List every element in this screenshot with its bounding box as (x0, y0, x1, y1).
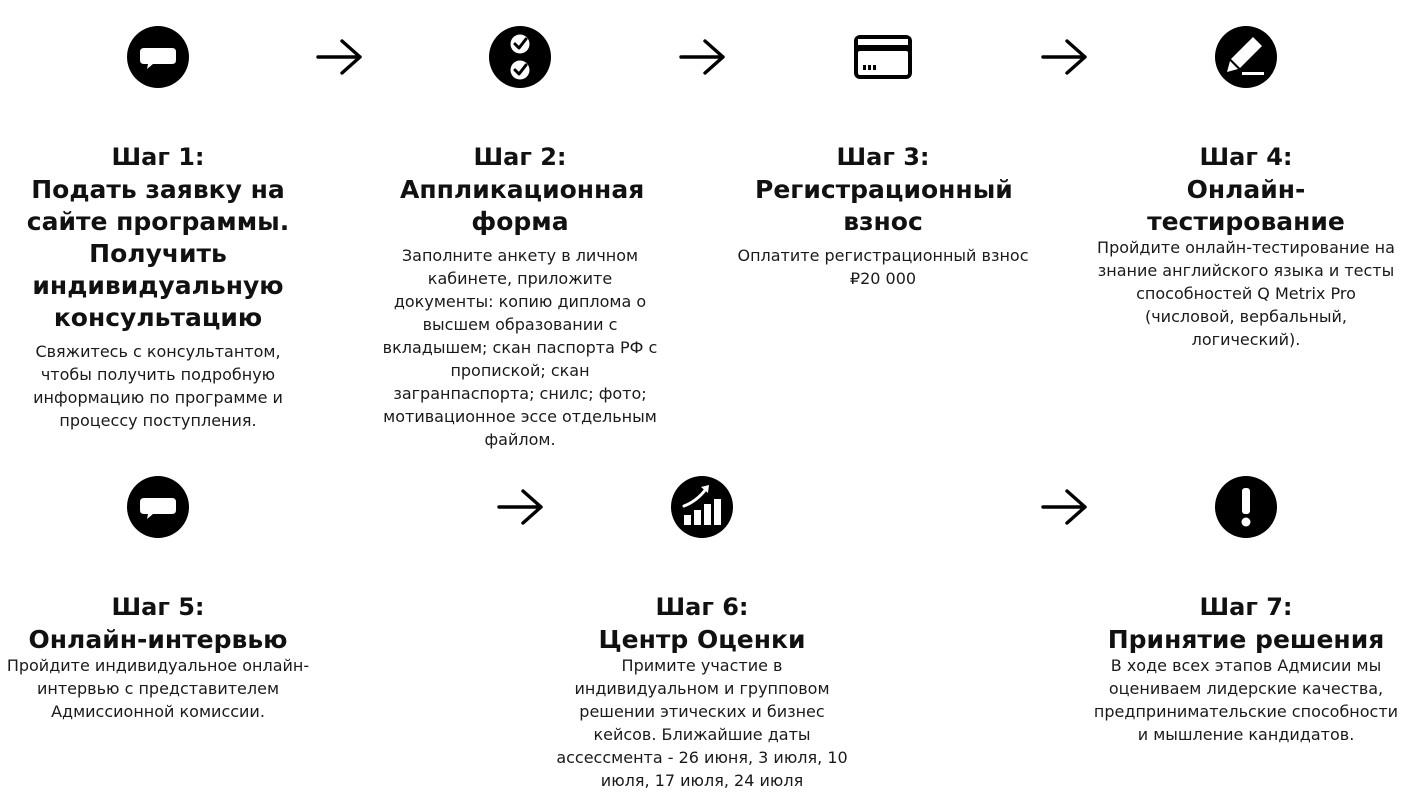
pencil-icon (1214, 25, 1278, 89)
speech-bubble-icon (126, 25, 190, 89)
step-description: В ходе всех этапов Адмисии мы оцениваем лидерские качества, предпринимательские способности и мышление кандидатов. (1093, 656, 1399, 744)
step-number: Шаг 6: (655, 593, 749, 621)
step-title: Центр Оценки (598, 625, 806, 654)
step-2 (370, 140, 670, 451)
step-description: Пройдите индивидуальное онлайн-интервью с представителем Адмиссионной комиссии. (6, 656, 310, 721)
arrow-right-icon (1041, 487, 1089, 527)
step-number: Шаг 1: (111, 143, 205, 171)
step-7 (1092, 590, 1400, 746)
step-5 (5, 590, 311, 723)
credit-card-icon (851, 25, 915, 89)
exclamation-icon (1214, 475, 1278, 539)
arrow-right-icon (1041, 37, 1089, 77)
step-title: Аппликационная форма (400, 175, 645, 236)
arrow-right-icon (679, 37, 727, 77)
step-number: Шаг 7: (1199, 593, 1293, 621)
step-description: Оплатите регистрационный взнос ₽20 000 (737, 246, 1029, 288)
step-title: Подать заявку на сайте программы. Получить индивидуальную консультацию (26, 175, 290, 332)
arrow-right-icon (316, 37, 364, 77)
speech-bubble-icon (126, 475, 190, 539)
step-number: Шаг 4: (1199, 143, 1293, 171)
checklist-icon (488, 25, 552, 89)
step-description: Пройдите онлайн-тестирование на знание английского языка и тесты способностей Q Metrix Pro (числовой, вербальный, логический). (1097, 238, 1395, 349)
step-title: Онлайн-тестирование (1147, 175, 1345, 236)
step-number: Шаг 2: (473, 143, 567, 171)
step-title: Онлайн-интервью (28, 625, 288, 654)
growth-chart-icon (670, 475, 734, 539)
step-4 (1092, 140, 1400, 351)
arrow-right-icon (497, 487, 545, 527)
step-description: Свяжитесь с консультантом, чтобы получить подробную информацию по программе и процессу поступления. (33, 342, 283, 430)
step-description: Примите участие в индивидуальном и групповом решении этических и бизнес кейсов. Ближайшие даты ассессмента - 26 июня, 3 июля, 10 июля, 17 июля, 24 июля (556, 656, 848, 790)
step-1 (5, 140, 311, 432)
step-description: Заполните анкету в личном кабинете, приложите документы: копию диплома о высшем образовании с вкладышем; скан паспорта РФ с пропиской; скан загранпаспорта; снилс; фото; мотивационное эссе отдельным файлом. (382, 246, 658, 449)
step-3 (735, 140, 1031, 290)
step-number: Шаг 3: (836, 143, 930, 171)
step-title: Регистрационный взнос (755, 175, 1013, 236)
step-6 (548, 590, 856, 792)
step-title: Принятие решения (1107, 625, 1385, 654)
step-number: Шаг 5: (111, 593, 205, 621)
